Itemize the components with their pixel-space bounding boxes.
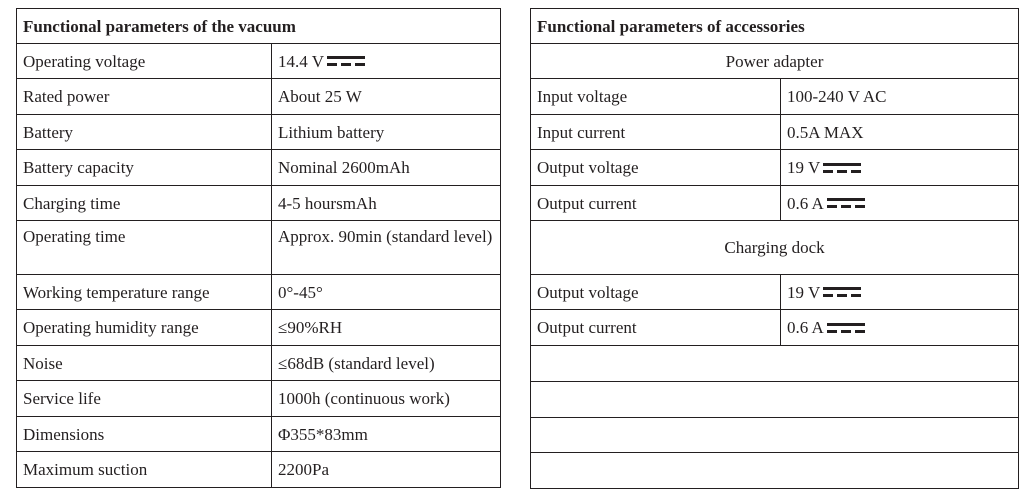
param-label: Noise bbox=[17, 346, 272, 381]
param-label: Maximum suction bbox=[17, 452, 272, 488]
empty-row bbox=[531, 346, 1019, 382]
param-value: 100-240 V AC bbox=[781, 79, 1019, 115]
table-row bbox=[17, 275, 501, 310]
dc-current-icon bbox=[823, 163, 861, 174]
param-value: 4-5 hoursmAh bbox=[272, 186, 501, 221]
param-label: Battery bbox=[17, 115, 272, 150]
empty-cell bbox=[531, 381, 1019, 417]
param-value: 0.6 A bbox=[787, 318, 824, 337]
param-value: 0.6 A bbox=[787, 193, 824, 213]
param-label: Battery capacity bbox=[17, 150, 272, 186]
empty-row bbox=[531, 453, 1019, 489]
vacuum-table-title: Functional parameters of the vacuum bbox=[17, 9, 501, 44]
param-value: 19 V bbox=[787, 282, 821, 302]
table-row bbox=[531, 275, 1019, 310]
param-label: Charging time bbox=[17, 186, 272, 221]
dc-current-icon bbox=[827, 323, 865, 334]
param-value: Lithium battery bbox=[272, 115, 501, 150]
param-value-cell bbox=[272, 44, 501, 79]
param-value-cell bbox=[781, 310, 1019, 346]
param-value: 0°-45° bbox=[272, 275, 501, 310]
empty-cell bbox=[531, 453, 1019, 489]
table-row bbox=[17, 79, 501, 115]
power-adapter-heading: Power adapter bbox=[531, 44, 1019, 79]
param-value: 19 V bbox=[787, 158, 821, 177]
param-value: 1000h (continuous work) bbox=[272, 381, 501, 417]
param-label: Input current bbox=[531, 115, 781, 150]
param-value: ≤68dB (standard level) bbox=[272, 346, 501, 381]
empty-row bbox=[531, 381, 1019, 417]
empty-cell bbox=[531, 346, 1019, 382]
param-label: Output voltage bbox=[531, 275, 781, 310]
table-row bbox=[531, 79, 1019, 115]
table-row bbox=[17, 417, 501, 452]
param-value-cell bbox=[781, 186, 1019, 221]
section-row bbox=[531, 221, 1019, 275]
param-value: 2200Pa bbox=[272, 452, 501, 488]
table-row bbox=[531, 186, 1019, 221]
table-row bbox=[17, 310, 501, 346]
charging-dock-heading: Charging dock bbox=[531, 221, 1019, 275]
dc-current-icon bbox=[327, 56, 365, 67]
table-row bbox=[17, 452, 501, 488]
param-label: Output current bbox=[531, 186, 781, 221]
param-label: Service life bbox=[17, 381, 272, 417]
vacuum-parameters-table bbox=[16, 8, 501, 488]
param-label: Output current bbox=[531, 310, 781, 346]
param-value: Nominal 2600mAh bbox=[272, 150, 501, 186]
param-value: 0.5A MAX bbox=[781, 115, 1019, 150]
param-label: Working temperature range bbox=[17, 275, 272, 310]
param-value-cell bbox=[781, 150, 1019, 186]
param-value: About 25 W bbox=[272, 79, 501, 115]
param-label: Output voltage bbox=[531, 150, 781, 186]
param-label: Operating time bbox=[17, 221, 272, 275]
table-row bbox=[17, 115, 501, 150]
param-label: Input voltage bbox=[531, 79, 781, 115]
table-row bbox=[531, 115, 1019, 150]
accessories-table-title: Functional parameters of accessories bbox=[531, 9, 1019, 44]
param-value: ≤90%RH bbox=[272, 310, 501, 346]
param-value-cell bbox=[781, 275, 1019, 310]
param-label: Dimensions bbox=[17, 417, 272, 452]
empty-row bbox=[531, 417, 1019, 453]
param-label: Rated power bbox=[17, 79, 272, 115]
empty-cell bbox=[531, 417, 1019, 453]
param-value: Φ355*83mm bbox=[272, 417, 501, 452]
param-label: Operating humidity range bbox=[17, 310, 272, 346]
section-row bbox=[531, 44, 1019, 79]
table-row bbox=[17, 346, 501, 381]
param-label: Operating voltage bbox=[17, 44, 272, 79]
param-value: 14.4 V bbox=[278, 51, 324, 71]
dc-current-icon bbox=[827, 198, 865, 209]
dc-current-icon bbox=[823, 287, 861, 298]
table-row bbox=[17, 150, 501, 186]
table-row bbox=[531, 310, 1019, 346]
table-row bbox=[17, 44, 501, 79]
accessories-parameters-table bbox=[530, 8, 1019, 489]
param-value: Approx. 90min (standard level) bbox=[272, 221, 501, 275]
table-row bbox=[531, 150, 1019, 186]
table-row bbox=[17, 186, 501, 221]
table-row bbox=[17, 221, 501, 275]
table-row bbox=[17, 381, 501, 417]
